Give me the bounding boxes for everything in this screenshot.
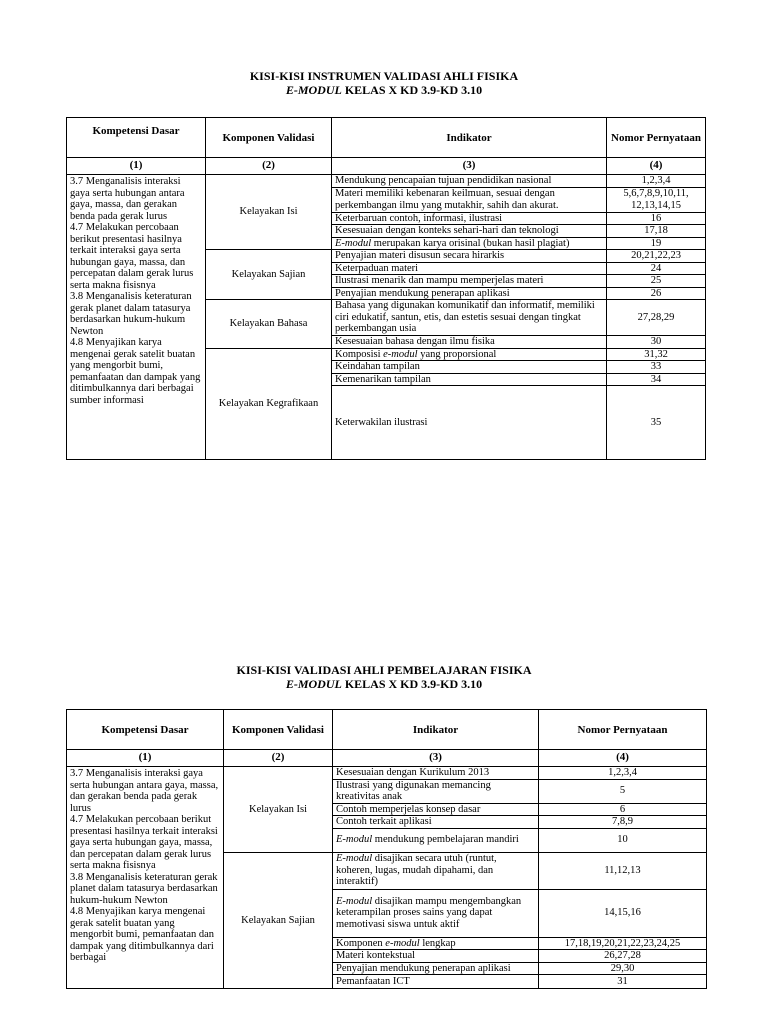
indikator-cell (332, 187, 607, 212)
komponen-cell: Kelayakan Sajian (206, 250, 332, 300)
doc1-table (66, 117, 706, 460)
indikator-text: Kesesuaian bahasa dengan ilmu fisika (335, 336, 495, 347)
nomor-cell: 7,8,9 (539, 816, 707, 829)
komponen-cell: Kelayakan Kegrafikaan (206, 348, 332, 460)
indikator-cell (332, 212, 607, 225)
doc1-subtitle-rest: KELAS X KD 3.9-KD 3.10 (341, 83, 483, 97)
nomor-cell: 17,18,19,20,21,22,23,24,25 (539, 937, 707, 950)
indikator-cell (333, 975, 539, 989)
indikator-text: Contoh terkait aplikasi (336, 816, 432, 827)
indikator-cell (332, 361, 607, 374)
indikator-cell (333, 937, 539, 950)
nomor-cell: 33 (607, 361, 706, 374)
indikator-text: Kemenarikan tampilan (335, 373, 431, 385)
indikator-text: Pemanfaatan ICT (336, 975, 410, 987)
table-row (67, 767, 707, 780)
column-number: (1) (67, 158, 206, 175)
indikator-cell (333, 816, 539, 829)
komponen-cell: Kelayakan Bahasa (206, 300, 332, 349)
nomor-cell: 16 (607, 212, 706, 225)
nomor-cell: 6 (539, 803, 707, 816)
nomor-cell: 14,15,16 (539, 889, 707, 937)
column-number: (3) (332, 158, 607, 175)
header-row (67, 118, 706, 158)
column-number: (2) (224, 750, 333, 767)
doc2-subtitle-rest: KELAS X KD 3.9-KD 3.10 (341, 677, 483, 691)
nomor-cell: 1,2,3,4 (539, 767, 707, 780)
indikator-cell (332, 287, 607, 300)
indikator-text: Materi kontekstual (336, 950, 416, 961)
komponen-cell: Kelayakan Isi (224, 767, 333, 853)
indikator-text: Penyajian mendukung penerapan aplikasi (336, 962, 511, 974)
indikator-cell (333, 962, 539, 975)
indikator-emphasis: E-modul (336, 895, 373, 907)
header-kd: Kompetensi Dasar (67, 118, 206, 158)
nomor-cell: 25 (607, 275, 706, 288)
header-komponen: Komponen Validasi (224, 710, 333, 750)
nomor-cell: 34 (607, 373, 706, 386)
indikator-text: yang proporsional (417, 348, 497, 360)
indikator-text: merupakan karya orisinal (bukan hasil plagiat) (371, 237, 570, 249)
indikator-text: Kesesuaian dengan konteks sehari-hari dan teknologi (335, 225, 559, 236)
indikator-cell (332, 300, 607, 336)
nomor-cell: 24 (607, 262, 706, 275)
kompetensi-dasar-cell: 3.7 Menganalisis interaksi gaya serta hubungan antara gaya, massa, dan gerakan benda pada gerak lurus 4.7 Melakukan percobaan berikut presentasi hasilnya terkait interaksi gaya serta hubungan gaya, massa, dan percepatan dalam gerak lurus serta makna fisisnya 3.8 Menganalisis keteraturan gerak planet dalam tatasurya berdasarkan hukum-hukum Newton 4.8 Menyajikan karya mengenai gerak satelit buatan yang mengorbit bumi, pemanfaatan dan dampak yang ditimbulkannya dari berbagai sumber informasi (67, 175, 206, 460)
column-number: (2) (206, 158, 332, 175)
indikator-cell (333, 779, 539, 803)
komponen-cell: Kelayakan Sajian (224, 852, 333, 989)
indikator-cell (332, 250, 607, 263)
nomor-cell: 31 (539, 975, 707, 989)
indikator-cell (332, 275, 607, 288)
header-indikator: Indikator (333, 710, 539, 750)
indikator-text: Penyajian mendukung penerapan aplikasi (335, 287, 510, 299)
doc1-subtitle-em: E-MODUL (285, 83, 342, 97)
indikator-cell (333, 950, 539, 963)
header-nomor: Nomor Pernyataan (607, 118, 706, 158)
indikator-emphasis: e-modul (383, 348, 418, 360)
nomor-cell: 31,32 (607, 348, 706, 361)
indikator-text: mendukung pembelajaran mandiri (372, 834, 519, 846)
nomor-cell: 1,2,3,4 (607, 175, 706, 188)
indikator-text: Keterwakilan ilustrasi (335, 416, 428, 428)
header-row (67, 710, 707, 750)
indikator-cell (333, 889, 539, 937)
indikator-emphasis: E-modul (335, 237, 372, 249)
indikator-text: Bahasa yang digunakan komunikatif dan informatif, memiliki ciri edukatif, santun, etis, dan estetis sesuai dengan tingkat perkembangan usia (335, 300, 595, 335)
indikator-cell (332, 237, 607, 250)
nomor-cell: 26,27,28 (539, 950, 707, 963)
indikator-text: disajikan secara utuh (runtut, koheren, lugas, mudah dipahami, dan interaktif) (336, 853, 497, 888)
indikator-text: Contoh memperjelas konsep dasar (336, 803, 481, 815)
doc2-table (66, 709, 707, 989)
indikator-text: Materi memiliki kebenaran keilmuan, sesuai dengan perkembangan ilmu yang mutakhir, sahih dan akurat. (335, 188, 559, 211)
indikator-text: disajikan mampu mengembangkan keterampilan proses sains yang dapat memotivasi siswa untuk aktif (336, 895, 522, 930)
indikator-prefix: Komposisi (335, 348, 384, 360)
column-number: (4) (607, 158, 706, 175)
indikator-cell (332, 225, 607, 238)
indikator-cell (332, 373, 607, 386)
nomor-cell: 26 (607, 287, 706, 300)
nomor-cell: 27,28,29 (607, 300, 706, 336)
indikator-cell (332, 336, 607, 349)
indikator-cell (333, 803, 539, 816)
table-row (67, 175, 706, 188)
indikator-text: Kesesuaian dengan Kurikulum 2013 (336, 767, 490, 778)
doc1-title-block (0, 69, 768, 97)
indikator-cell (333, 828, 539, 852)
indikator-prefix: Komponen (336, 937, 386, 949)
doc2-title: KISI-KISI VALIDASI AHLI PEMBELAJARAN FISIKA (236, 663, 532, 677)
column-number-row (67, 158, 706, 175)
column-number: (3) (333, 750, 539, 767)
doc2-subtitle-em: E-MODUL (285, 677, 342, 691)
nomor-cell: 35 (607, 386, 706, 460)
indikator-emphasis: E-modul (336, 853, 373, 865)
indikator-cell (333, 767, 539, 780)
doc2-title-block (0, 663, 768, 691)
nomor-cell: 5,6,7,8,9,10,11, 12,13,14,15 (607, 187, 706, 212)
doc2-subtitle (0, 677, 768, 691)
nomor-cell: 17,18 (607, 225, 706, 238)
indikator-cell (332, 386, 607, 460)
header-indikator: Indikator (332, 118, 607, 158)
indikator-text: Mendukung pencapaian tujuan pendidikan nasional (335, 175, 552, 186)
indikator-cell (332, 348, 607, 361)
nomor-cell: 10 (539, 828, 707, 852)
nomor-cell: 29,30 (539, 962, 707, 975)
indikator-text: Penyajian materi disusun secara hirarkis (335, 250, 505, 261)
indikator-cell (332, 175, 607, 188)
nomor-cell: 11,12,13 (539, 852, 707, 889)
nomor-cell: 20,21,22,23 (607, 250, 706, 263)
indikator-cell (333, 852, 539, 889)
nomor-cell: 19 (607, 237, 706, 250)
column-number: (1) (67, 750, 224, 767)
indikator-emphasis: e-modul (385, 937, 420, 949)
komponen-cell: Kelayakan Isi (206, 175, 332, 250)
column-number-row (67, 750, 707, 767)
indikator-text: Keindahan tampilan (335, 361, 420, 372)
header-nomor: Nomor Pernyataan (539, 710, 707, 750)
nomor-cell: 30 (607, 336, 706, 349)
indikator-text: Keterbaruan contoh, informasi, ilustrasi (335, 212, 503, 224)
header-komponen: Komponen Validasi (206, 118, 332, 158)
column-number: (4) (539, 750, 707, 767)
kompetensi-dasar-cell: 3.7 Menganalisis interaksi gaya serta hubungan antara gaya, massa, dan gerakan benda pada gerak lurus 4.7 Melakukan percobaan berikut presentasi hasilnya terkait interaksi gaya serta hubungan gaya, massa, dan percepatan dalam gerak lurus serta makna fisisnya 3.8 Menganalisis keteraturan gerak planet dalam tatasurya berdasarkan hukum-hukum Newton 4.8 Menyajikan karya mengenai gerak satelit buatan yang mengorbit bumi, pemanfaatan dan dampak yang ditimbulkannya dari berbagai (67, 767, 224, 989)
indikator-emphasis: E-modul (336, 834, 373, 846)
indikator-text: Ilustrasi menarik dan mampu memperjelas materi (335, 275, 544, 286)
doc1-title: KISI-KISI INSTRUMEN VALIDASI AHLI FISIKA (249, 69, 519, 83)
header-kd: Kompetensi Dasar (67, 710, 224, 750)
indikator-text: Keterpaduan materi (335, 262, 419, 274)
indikator-cell (332, 262, 607, 275)
indikator-text: lengkap (419, 937, 456, 949)
doc1-subtitle (0, 83, 768, 97)
indikator-text: Ilustrasi yang digunakan memancing kreativitas anak (336, 779, 491, 802)
nomor-cell: 5 (539, 779, 707, 803)
